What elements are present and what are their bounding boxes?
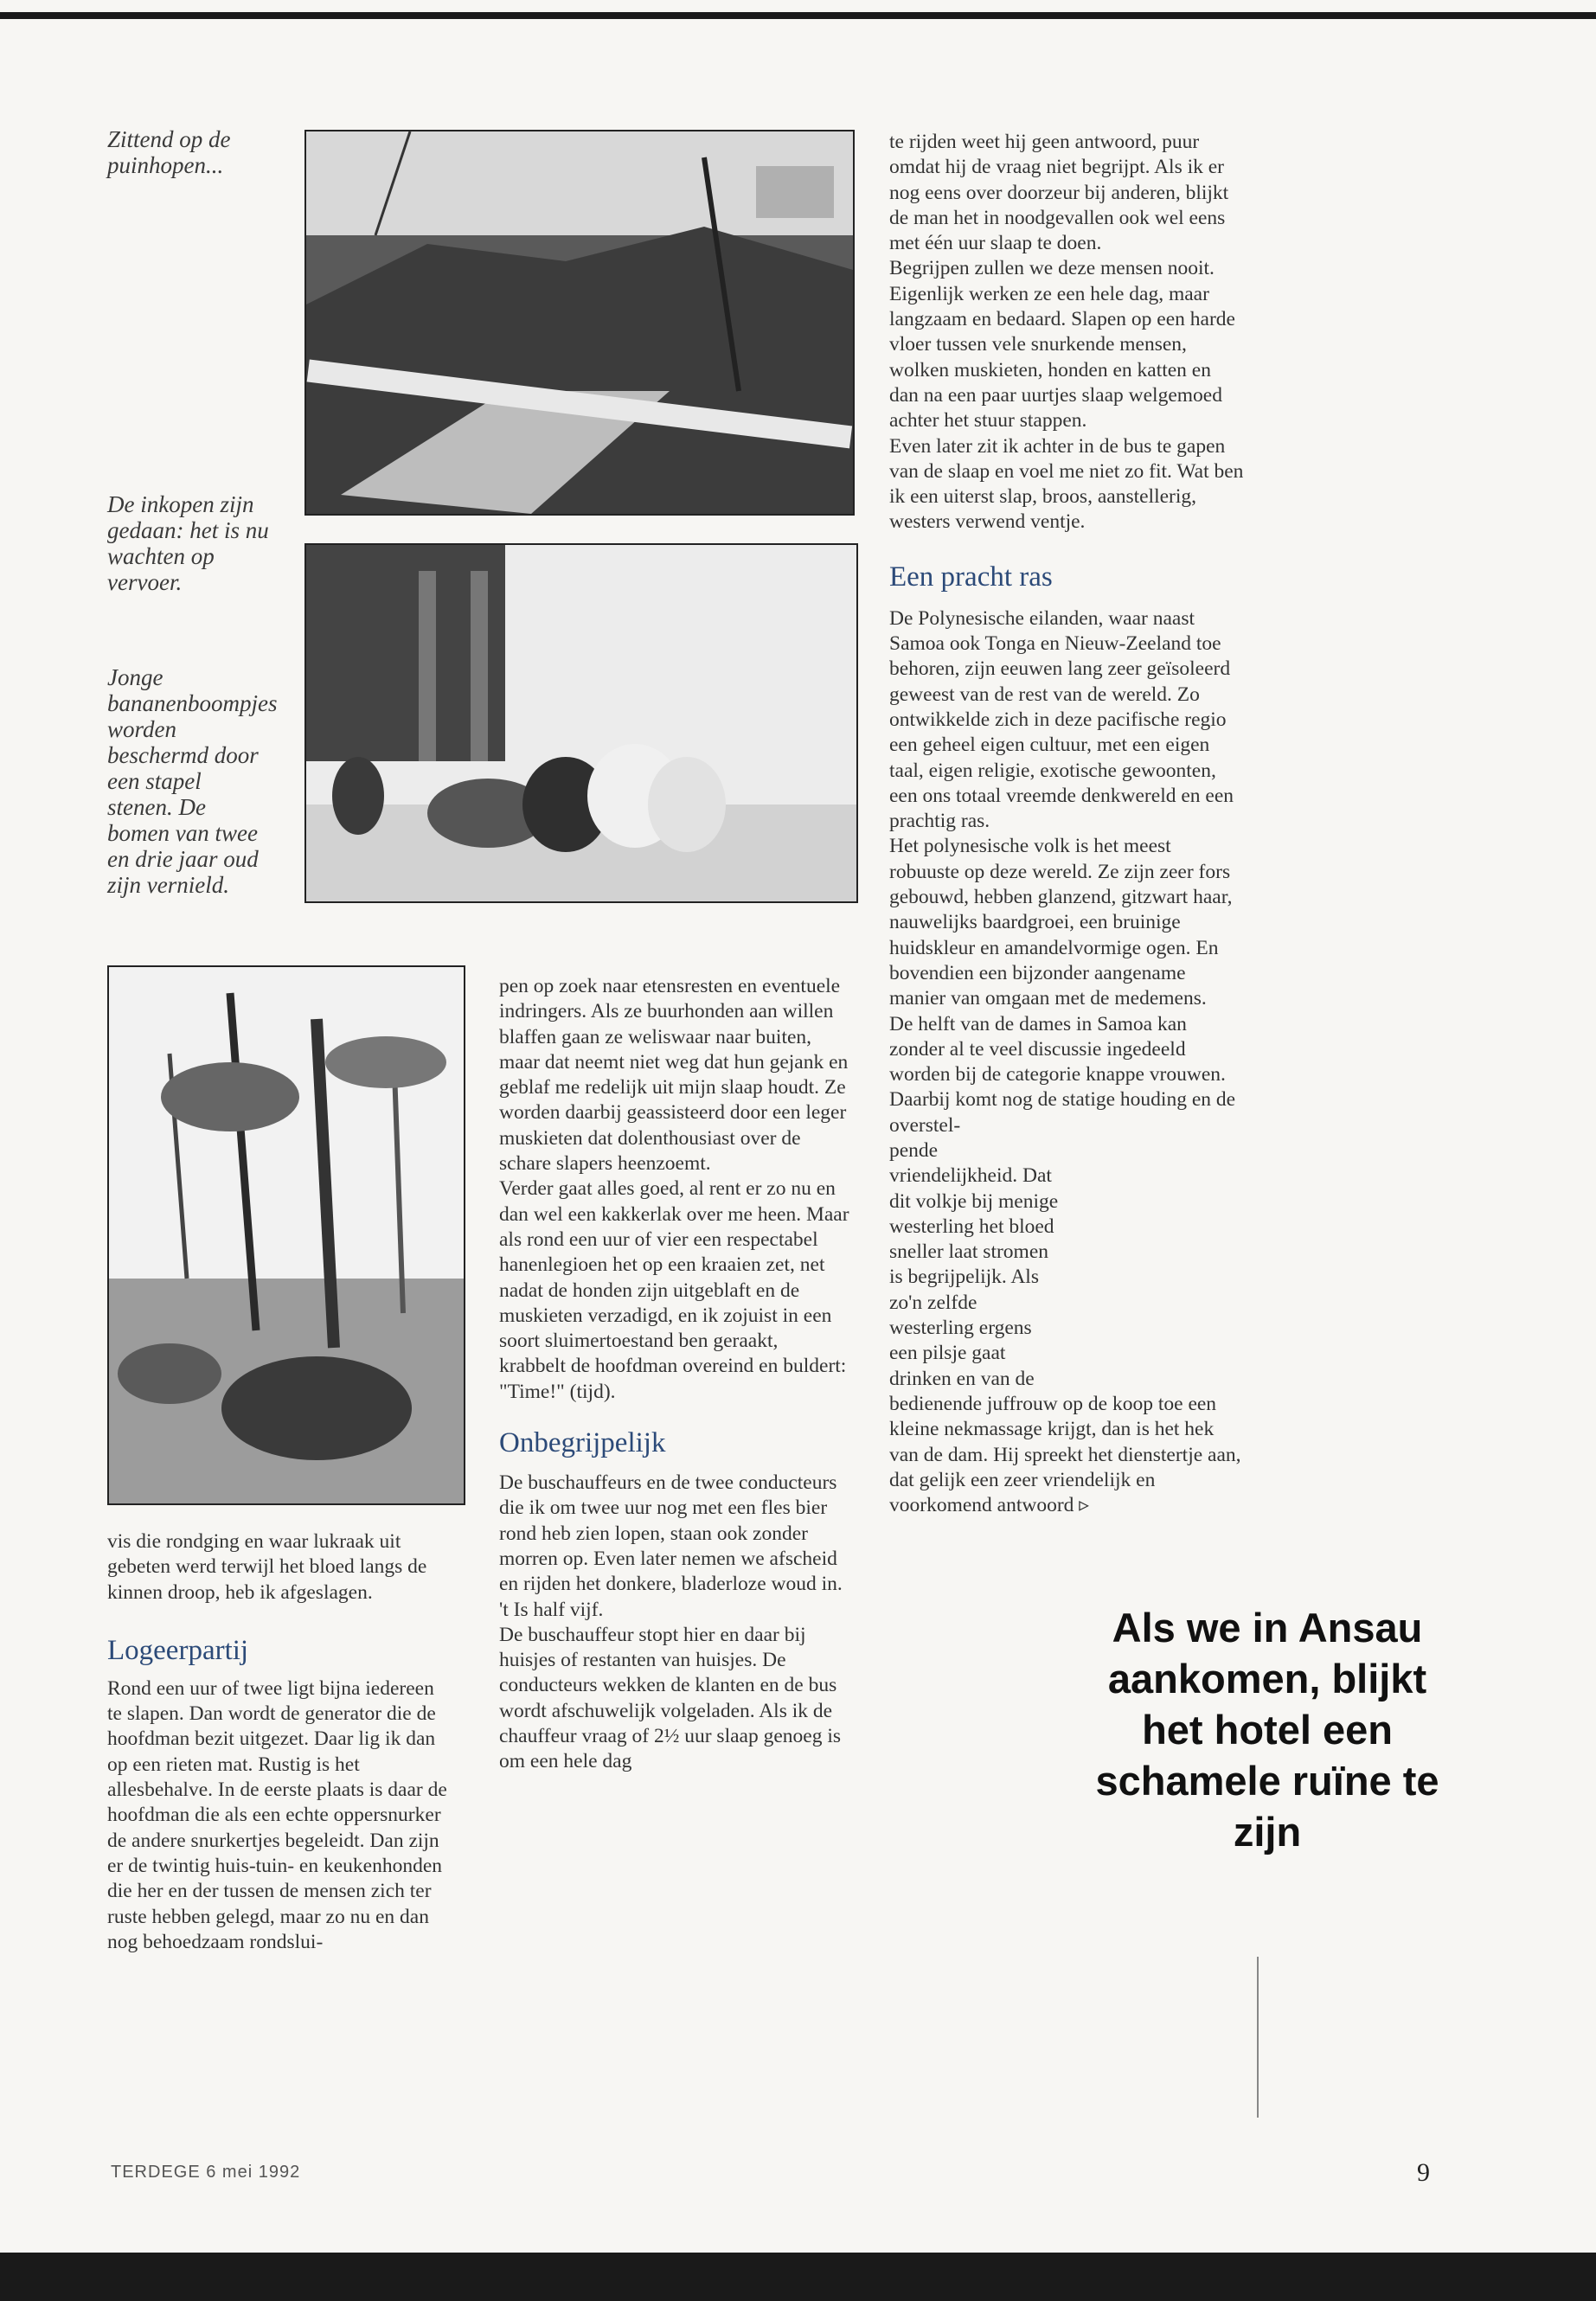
caption-purchases-text: De inkopen zijn gedaan: het is nu wachten op vervoer.: [107, 491, 269, 595]
col3-paragraph-6-wrap: pende vriendelijkheid. Dat dit volkje bij menige westerling het bloed sneller laat stromen is begrijpelijk. Als zo'n zelfde westerling ergens een pilsje gaat drinken en van de: [889, 1138, 1059, 1390]
col1-top-paragraph: vis die rondging en waar lukraak uit gebeten werd terwijl het bloed langs de kinnen droop, heb ik afgeslagen.: [107, 1530, 427, 1604]
col3-paragraph-2: Begrijpen zullen we deze mensen nooit. Eigenlijk werken ze een hele dag, maar langzaam en bedaard. Slapen op een harde vloer tussen vele snurkende mensen, wolken muskieten, honden en katten en dan na een paar uurtjes slaap welgemoed achter het stuur stappen.: [889, 257, 1235, 433]
photo-market: [304, 543, 858, 903]
column-divider: [1257, 1957, 1259, 2118]
col2-paragraph-3: De buschauffeurs en de twee conducteurs die ik om twee uur nog met een fles bier rond heb zien lopen, staan ook zonder morren op. Even later nemen we afscheid en rijden het donkere, bladerloze woud in. 't Is half vijf.: [499, 1471, 843, 1621]
bottom-rule: [0, 2253, 1596, 2301]
col3-paragraph-6-bottom: bedienende juffrouw op de koop toe een kleine nekmassage krijgt, dan is het hek van de dam. Hij spreekt het dienstertje aan, dat gelijk een zeer vriendelijk en voorkomend antwoord ▹: [889, 1392, 1241, 1517]
col3-paragraph-3: Even later zit ik achter in de bus te gapen van de slaap en voel me niet zo fit. Wat ben ik een uiterst slap, broos, aanstellerig, westers verwend ventje.: [889, 434, 1244, 534]
photo-ruins: [304, 130, 855, 516]
col3-paragraph-6-top: De helft van de dames in Samoa kan zonder al te veel discussie ingedeeld worden bij de categorie knappe vrouwen. Daarbij komt nog de statige houding en de overstel-: [889, 1012, 1236, 1137]
photo-banana-trees: [107, 965, 465, 1505]
caption-ruins-text: Zittend op de puinhopen...: [107, 126, 231, 178]
col3-paragraph-1: te rijden weet hij geen antwoord, puur omdat hij de vraag niet begrijpt. Als ik er nog eens over doorzeur bij anderen, blijkt de man het in noodgevallen ook wel eens met één uur slaap te doen.: [889, 131, 1229, 255]
column-3: [889, 130, 1244, 1518]
page-number: 9: [1417, 2158, 1430, 2187]
heading-onbegrijpelijk: Onbegrijpelijk: [499, 1427, 666, 1459]
caption-purchases: [107, 491, 289, 595]
col2-paragraph-4: De buschauffeur stopt hier en daar bij huisjes of restanten van huisjes. De conducteurs wekken de klanten en de bus wordt afschuwelijk volgeladen. Als ik de chauffeur vraag of 2½ uur slaap genoeg is om een hele dag: [499, 1623, 842, 1773]
col2-paragraph-2: Verder gaat alles goed, al rent er zo nu en dan wel een kakkerlak over me heen. Maar als rond een uur of vier een respectabel hanenlegioen het op een kraaien zet, net nadat de honden zijn uitgeblaft en de muskieten verzadigd, en ik zojuist in een soort sluimertoestand ben geraakt, krabbelt de hoofdman overeind en buldert: "Time!" (tijd).: [499, 1177, 849, 1403]
col1-paragraph: Rond een uur of twee ligt bijna iedereen te slapen. Dan wordt de generator die de hoofdman bezit uitgezet. Daar lig ik dan op een rieten mat. Rustig is het allesbehalve. In de eerste plaats is daar de hoofdman die als een echte oppersnurker de andere snurkertjes begeleidt. Dan zijn er de twintig huis-tuin- en keukenhonden die her en der tussen de mensen zich ter ruste hebben gelegd, maar zo nu en dan nog behoedzaam rondslui-: [107, 1676, 447, 1953]
heading-een-pracht-ras: Een pracht ras: [889, 561, 1053, 593]
footer-publication: TERDEGE 6 mei 1992: [111, 2163, 301, 2182]
caption-ruins: [107, 126, 289, 178]
caption-banana-text: Jonge bananenboompjes worden beschermd door een stapel stenen. De bomen van twee en drie jaar oud zijn vernield.: [107, 664, 278, 898]
caption-banana: [107, 664, 278, 898]
column-2: [499, 974, 849, 1775]
column-1: [107, 1529, 453, 1955]
col3-paragraph-5: Het polynesische volk is het meest robuuste op deze wereld. Ze zijn zeer fors gebouwd, hebben glanzend, gitzwart haar, nauwelijks baardgroei, een bruinige huidskleur en amandelvormige ogen. En bovendien een bijzonder aangename manier van omgaan met de medemens.: [889, 835, 1233, 1010]
pull-quote: Als we in Ansau aankomen, blijkt het hotel een schamele ruïne te zijn: [1095, 1605, 1439, 1855]
col3-paragraph-4: De Polynesische eilanden, waar naast Samoa ook Tonga en Nieuw-Zeeland toe behoren, zijn eeuwen lang zeer geïsoleerd geweest van de rest van de wereld. Zo ontwikkelde zich in deze pacifische regio een geheel eigen cultuur, met een eigen taal, eigen religie, exotische gewoonten, een ons totaal vreemde denkwereld en een prachtig ras.: [889, 606, 1234, 833]
col2-paragraph-1: pen op zoek naar etensresten en eventuele indringers. Als ze buurhonden aan willen blaffen gaan ze weliswaar naar buiten, maar dat neemt niet weg dat hun gejank en geblaf me redelijk uit mijn slaap houdt. Ze worden daarbij geassisteerd door een leger muskieten dat dolenthousiast over de schare slapers heenzoemt.: [499, 975, 849, 1176]
heading-logeerpartij: Logeerpartij: [107, 1634, 249, 1666]
top-rule: [0, 12, 1596, 19]
